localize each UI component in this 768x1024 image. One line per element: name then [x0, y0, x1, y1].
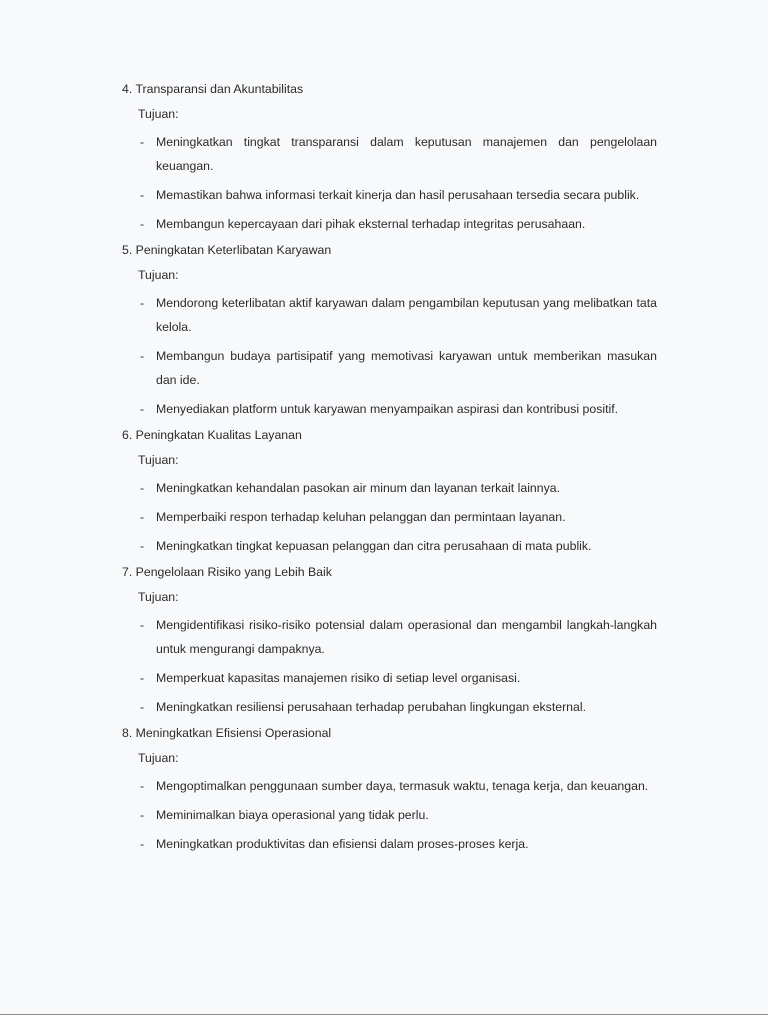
- tujuan-label: Tujuan:: [138, 453, 179, 467]
- bullet-dash: -: [140, 135, 145, 149]
- list-item-text: Meningkatkan resiliensi perusahaan terhadap perubahan lingkungan eksternal.: [156, 700, 587, 714]
- list-item-text: Meningkatkan produktivitas dan efisiensi dalam proses-proses kerja.: [156, 837, 529, 851]
- list-item: [122, 476, 657, 500]
- bullet-dash: -: [140, 779, 145, 793]
- tujuan-label: Tujuan:: [138, 751, 179, 765]
- document-body: [122, 80, 657, 861]
- list-item: [122, 774, 657, 798]
- list-item: [122, 212, 657, 236]
- section-title: 7. Pengelolaan Risiko yang Lebih Baik: [122, 565, 332, 579]
- list-item-text: Mendorong keterlibatan aktif karyawan dalam pengambilan keputusan yang melibatkan tata kelola.: [156, 296, 657, 334]
- bullet-dash: -: [140, 217, 145, 231]
- list-item: [122, 505, 657, 529]
- list-item: [122, 832, 657, 856]
- section-transparansi: [122, 80, 657, 236]
- bullet-dash: -: [140, 539, 145, 553]
- bullet-dash: -: [140, 510, 145, 524]
- list-item-text: Memastikan bahwa informasi terkait kinerja dan hasil perusahaan tersedia secara publik.: [156, 188, 640, 202]
- tujuan-label: Tujuan:: [138, 590, 179, 604]
- section-title: 5. Peningkatan Keterlibatan Karyawan: [122, 243, 332, 257]
- tujuan-label: Tujuan:: [138, 268, 179, 282]
- list-item-text: Meminimalkan biaya operasional yang tidak perlu.: [156, 808, 429, 822]
- list-item-text: Memperbaiki respon terhadap keluhan pelanggan dan permintaan layanan.: [156, 510, 566, 524]
- list-item-text: Meningkatkan tingkat kepuasan pelanggan dan citra perusahaan di mata publik.: [156, 539, 592, 553]
- list-item: [122, 344, 657, 392]
- section-efisiensi-operasional: [122, 724, 657, 856]
- list-item: [122, 613, 657, 661]
- bullet-dash: -: [140, 808, 145, 822]
- list-item-text: Mengoptimalkan penggunaan sumber daya, termasuk waktu, tenaga kerja, dan keuangan.: [156, 779, 649, 793]
- bullet-dash: -: [140, 402, 145, 416]
- list-item: [122, 666, 657, 690]
- list-item: [122, 534, 657, 558]
- list-item: [122, 130, 657, 178]
- list-item-text: Mengidentifikasi risiko-risiko potensial dalam operasional dan mengambil langkah-langkah untuk mengurangi dampaknya.: [156, 618, 657, 656]
- bullet-dash: -: [140, 837, 145, 851]
- list-item-text: Membangun budaya partisipatif yang memotivasi karyawan untuk memberikan masukan dan ide.: [156, 349, 657, 387]
- bullet-dash: -: [140, 618, 145, 632]
- list-item-text: Meningkatkan tingkat transparansi dalam keputusan manajemen dan pengelolaan keuangan.: [156, 135, 657, 173]
- bullet-dash: -: [140, 700, 145, 714]
- section-title: 8. Meningkatkan Efisiensi Operasional: [122, 726, 332, 740]
- section-pengelolaan-risiko: [122, 563, 657, 719]
- section-kualitas-layanan: [122, 426, 657, 558]
- list-item: [122, 291, 657, 339]
- tujuan-label: Tujuan:: [138, 107, 179, 121]
- section-title: 4. Transparansi dan Akuntabilitas: [122, 82, 304, 96]
- bullet-dash: -: [140, 188, 145, 202]
- bullet-dash: -: [140, 296, 145, 310]
- list-item-text: Meningkatkan kehandalan pasokan air minum dan layanan terkait lainnya.: [156, 481, 561, 495]
- list-item: [122, 183, 657, 207]
- bullet-dash: -: [140, 349, 145, 363]
- section-keterlibatan-karyawan: [122, 241, 657, 421]
- scan-bottom-edge: [0, 1014, 768, 1024]
- list-item: [122, 803, 657, 827]
- bullet-dash: -: [140, 671, 145, 685]
- list-item-text: Membangun kepercayaan dari pihak eksternal terhadap integritas perusahaan.: [156, 217, 586, 231]
- section-title: 6. Peningkatan Kualitas Layanan: [122, 428, 302, 442]
- bullet-dash: -: [140, 481, 145, 495]
- list-item: [122, 397, 657, 421]
- list-item-text: Memperkuat kapasitas manajemen risiko di setiap level organisasi.: [156, 671, 521, 685]
- list-item: [122, 695, 657, 719]
- list-item-text: Menyediakan platform untuk karyawan menyampaikan aspirasi dan kontribusi positif.: [156, 402, 619, 416]
